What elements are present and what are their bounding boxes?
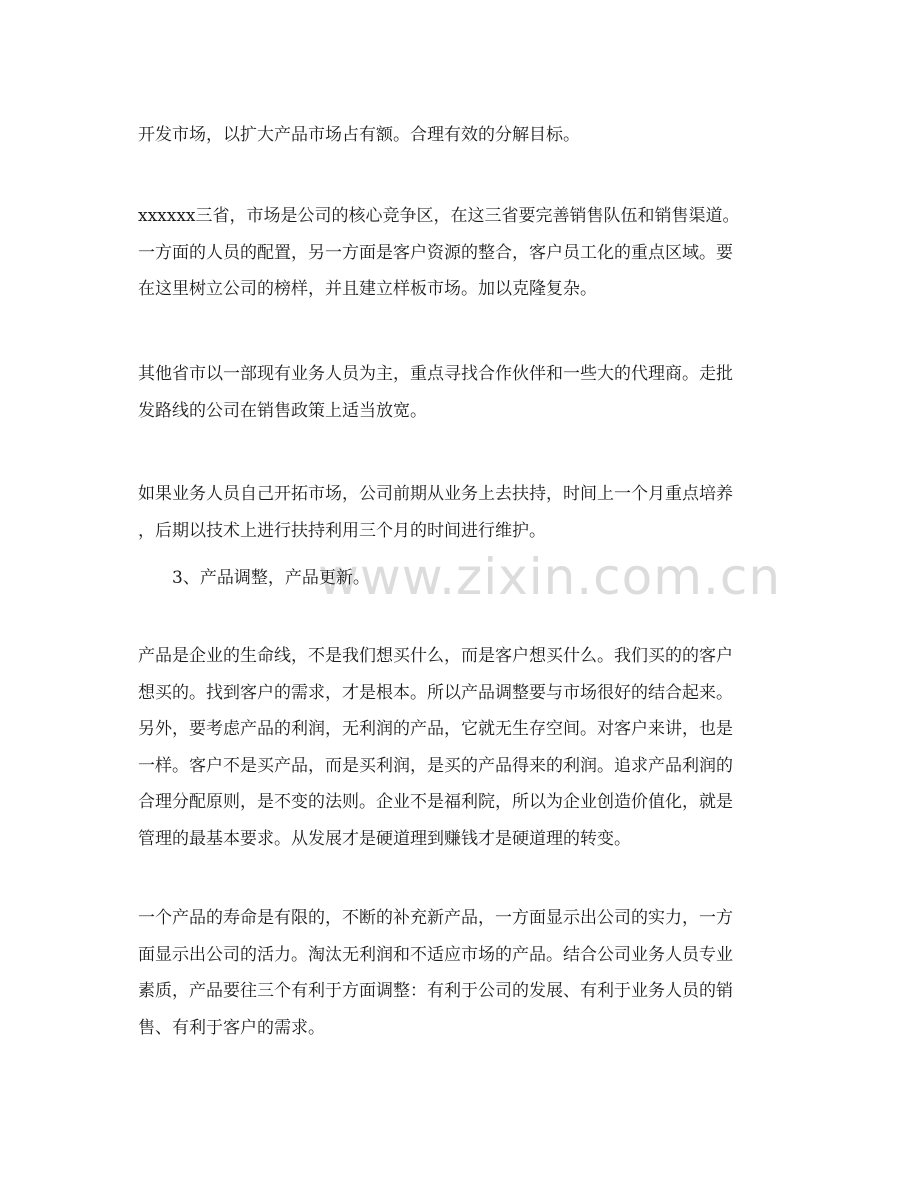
heading-line: 3、产品调整，产品更新。 [172,568,370,588]
paragraph-4 [138,476,788,549]
text-line: 其他省市以一部现有业务人员为主，重点寻找合作伙伴和一些大的代理商。走批 [138,364,733,384]
text-line: 想买的。找到客户的需求，才是根本。所以产品调整要与市场很好的结合起来。 [138,682,733,703]
text-line: 开发市场，以扩大产品市场占有额。合理有效的分解目标。 [138,125,580,145]
text-line: 如果业务人员自己开拓市场，公司前期从业务上去扶持，时间上一个月重点培养 [138,484,733,504]
text-line: 在这里树立公司的榜样，并且建立样板市场。加以克隆复杂。 [138,279,597,300]
text-line: 管理的最基本要求。从发展才是硬道理到赚钱才是硬道理的转变。 [138,828,631,849]
text-line: 一个产品的寿命是有限的，不断的补充新产品，一方面显示出公司的实力，一方 [138,908,733,928]
section-heading [172,560,822,597]
watermark: www.zixin.com.cn [318,548,782,606]
text-line: 合理分配原则，是不变的法则。企业不是福利院，所以为企业创造价值化，就是 [138,792,733,813]
paragraph-1 [138,117,788,154]
paragraph-5 [138,638,788,858]
paragraph-6 [138,900,788,1046]
text-line: xxxxxx三省，市场是公司的核心竞争区，在这三省要完善销售队伍和销售渠道。 [138,206,740,226]
text-line: 一方面的人员的配置，另一方面是客户资源的整合，客户员工化的重点区域。要 [138,242,733,263]
text-line: 面显示出公司的活力。淘汰无利润和不适应市场的产品。结合公司业务人员专业 [138,944,733,965]
paragraph-3 [138,356,788,429]
text-line: 发路线的公司在销售政策上适当放宽。 [138,400,427,421]
paragraph-2 [138,198,788,308]
text-line: 素质，产品要往三个有利于方面调整：有利于公司的发展、有利于业务人员的销 [138,981,733,1002]
text-line: ，后期以技术上进行扶持利用三个月的时间进行维护。 [138,520,546,541]
text-line: 另外，要考虑产品的利润，无利润的产品，它就无生存空间。对客户来讲，也是 [138,719,733,740]
text-line: 售、有利于客户的需求。 [138,1017,325,1038]
text-line: 产品是企业的生命线，不是我们想买什么，而是客户想买什么。我们买的的客户 [138,646,733,666]
text-line: 一样。客户不是买产品，而是买利润，是买的产品得来的利润。追求产品利润的 [138,755,733,776]
